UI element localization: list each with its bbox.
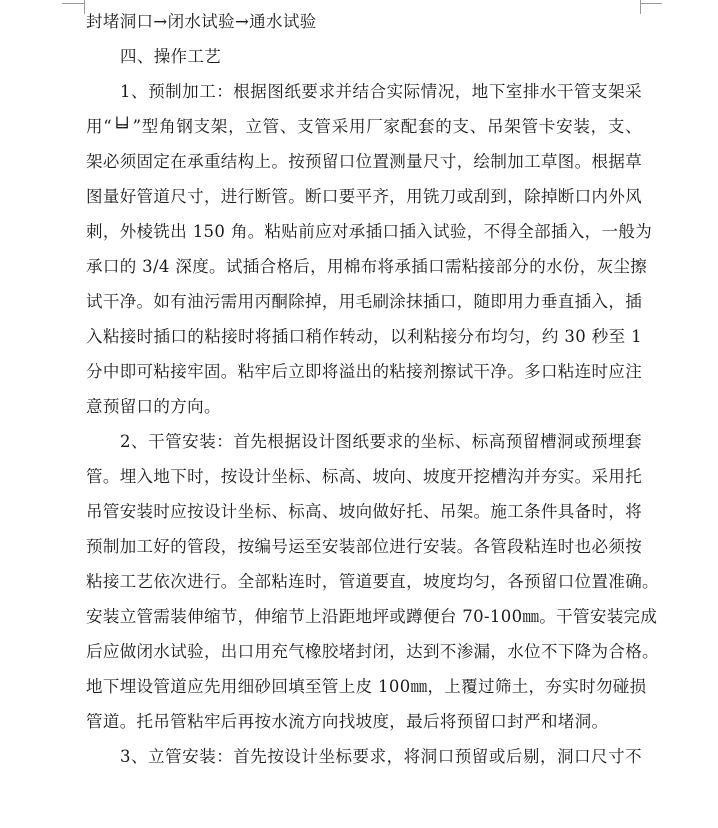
crop-mark-top-right-horizontal (640, 3, 662, 4)
paragraph-1-line: 入粘接时插口的粘接时将插口稍作转动，以利粘接分布均匀，约 30 秒至 1 (86, 327, 642, 346)
paragraph-2-line: 吊管安装时应按设计坐标、标高、坡向做好托、吊架。施工条件具备时，将 (86, 502, 643, 521)
paragraph-3-line: 3、立管安装：首先按设计坐标要求，将洞口预留或后剔，洞口尺寸不 (120, 747, 642, 766)
paragraph-2-last-line: 管道。托吊管粘牢后再按水流方向找坡度，最后将预留口封严和堵洞。 (86, 712, 609, 731)
paragraph-1-last-line: 意预留口的方向。 (86, 397, 221, 416)
paragraph-2-line: 粘接工艺依次进行。全部粘连时，管道要直，坡度均匀，各预留口位置准确。 (86, 572, 659, 591)
paragraph-1-line: 承口的 3/4 深度。试插合格后，用棉布将承插口需粘接部分的水份，灰尘擦 (86, 257, 648, 276)
paragraph-1-line: 架必须固定在承重结构上。按预留口位置测量尺寸，绘制加工草图。根据草 (86, 152, 643, 171)
paragraph-2-line: 地下埋设管道应先用细砂回填至管上皮 100㎜，上覆过筛土，夯实时勿碰损 (86, 677, 647, 696)
paragraph-2-line: 安装立管需装伸缩节，伸缩节上沿距地坪或蹲便台 70-100㎜。干管安装完成 (86, 607, 658, 626)
document-body (86, 4, 659, 774)
section-heading: 四、操作工艺 (120, 47, 222, 66)
paragraph-1-line: 分中即可粘接牢固。粘牢后立即将溢出的粘接剂擦试干净。多口粘连时应注 (86, 362, 643, 381)
paragraph-2-line: 2、干管安装：首先根据设计图纸要求的坐标、标高预留槽洞或预埋套 (120, 432, 642, 451)
text-line: 封堵洞口→闭水试验→通水试验 (86, 12, 317, 31)
paragraph-1-line: 用“╘╛”型角钢支架，立管、支管采用厂家配套的支、吊架管卡安装，支、 (86, 117, 642, 136)
paragraph-2-line: 管。埋入地下时，按设计坐标、标高、坡向、坡度开挖槽沟并夯实。采用托 (86, 467, 643, 486)
paragraph-1-line: 1、预制加工：根据图纸要求并结合实际情况，地下室排水干管支架采 (120, 82, 642, 101)
crop-mark-top-left-horizontal (62, 3, 84, 4)
paragraph-1-line: 图量好管道尺寸，进行断管。断口要平齐，用铣刀或刮到，除掉断口内外风 (86, 187, 643, 206)
paragraph-1-line: 试干净。如有油污需用丙酮除掉，用毛刷涂抹插口，随即用力垂直插入，插 (86, 292, 643, 311)
paragraph-2-line: 预制加工好的管段，按编号运至安装部位进行安装。各管段粘连时也必须按 (86, 537, 643, 556)
paragraph-2-line: 后应做闭水试验，出口用充气橡胶堵封闭，达到不渗漏，水位不下降为合格。 (86, 642, 659, 661)
crop-mark-top-left-vertical (84, 0, 85, 14)
paragraph-1-line: 刺，外棱铣出 150 角。粘贴前应对承插口插入试验，不得全部插入，一般为 (86, 222, 653, 241)
